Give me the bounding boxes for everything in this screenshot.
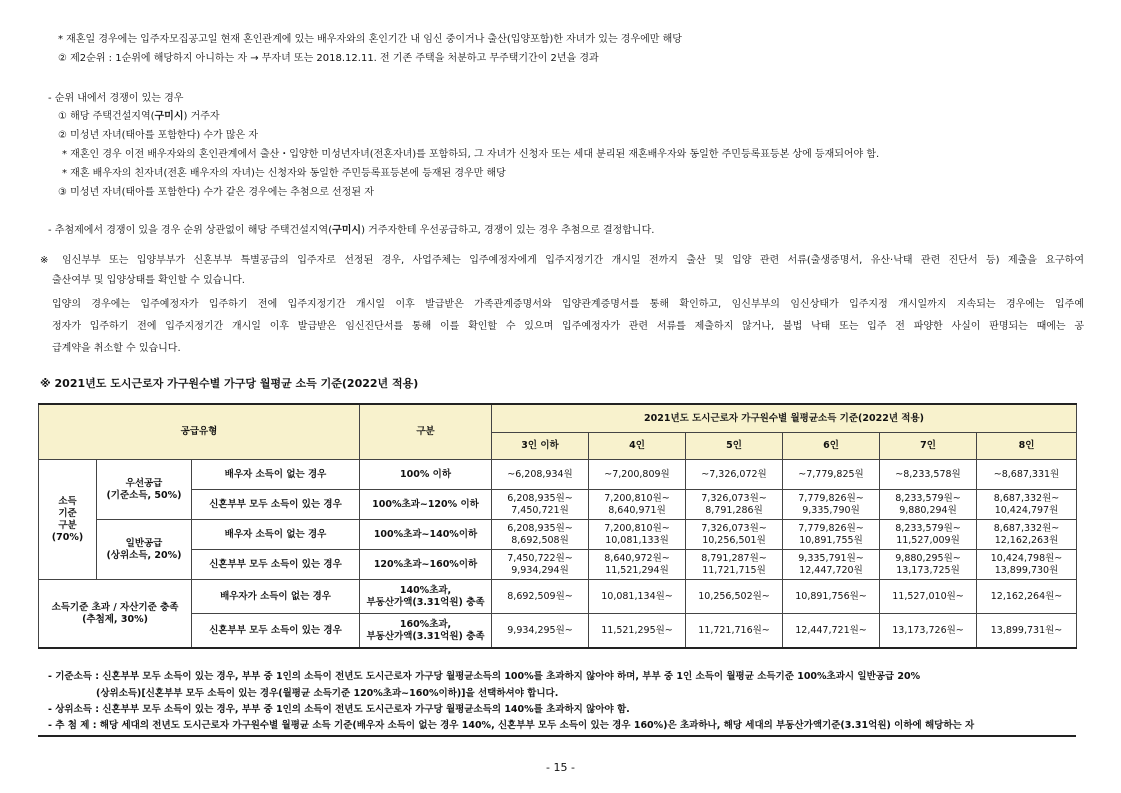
division-cell: 100%초과~120% 이하 [360,490,492,520]
value-cell: ~6,208,934원 [492,460,589,490]
value-cell: 7,779,826원~ 9,335,790원 [783,490,880,520]
page-number: - 15 - [546,761,575,774]
priority-item-3: ③ 미성년 자녀(태아를 포함한다) 수가 같은 경우에는 추첨으로 선정된 자 [58,187,374,198]
table-row [39,520,1077,550]
header-col-3: 3인 이하 [492,433,589,460]
division-cell: 140%초과, 부동산가액(3.31억원) 충족 [360,580,492,614]
footnote-lottery: - 추 첨 제 : 해당 세대의 전년도 도시근로자 가구원수별 월평균 소득 기준(배우자 소득이 없는 경우 140%, 신혼부부 모두 소득이 있는 경우 160%)은 초과하나, 해당 세대의 부동산가액기준(3.31억원) 이하에 해당하는 자 [48,720,975,731]
value-cell: 11,521,295원~ [589,614,686,649]
value-cell: 12,447,721원~ [783,614,880,649]
value-cell: 8,640,972원~ 11,521,294원 [589,550,686,580]
value-cell: 7,200,810원~ 8,640,971원 [589,490,686,520]
value-cell: 7,200,810원~ 10,081,133원 [589,520,686,550]
division-cell: 100% 이하 [360,460,492,490]
division-cell: 120%초과~160%이하 [360,550,492,580]
section-title: ※ 2021년도 도시근로자 가구원수별 가구당 월평균 소득 기준(2022년 적용) [40,377,419,390]
value-cell: 12,162,264원~ [977,580,1077,614]
value-cell: ~8,233,578원 [880,460,977,490]
case-label: 신혼부부 모두 소득이 있는 경우 [192,550,360,580]
general-supply-label: 일반공급 (상위소득, 20%) [97,520,192,580]
footnote-upper-income: - 상위소득 : 신혼부부 모두 소득이 있는 경우, 부부 중 1인의 소득이 전년도 도시근로자 가구당 월평균소득의 140%를 초과하지 않아야 함. [48,704,630,715]
value-cell: 7,326,073원~ 10,256,501원 [686,520,783,550]
value-cell: 11,721,716원~ [686,614,783,649]
value-cell: 8,692,509원~ [492,580,589,614]
header-supply-type: 공급유형 [39,404,360,460]
pregnancy-note-line-4: 정자가 입주하기 전에 입주지정기간 개시일 이후 발급받은 임신진단서를 통해 이를 확인할 수 있으며 입주예정자가 관련 서류를 제출하지 않거나, 불법 낙태 또는 입주 전 파양한 사실이 판명되는 때에는 공 [52,321,1084,332]
header-income-standard: 2021년도 도시근로자 가구원수별 월평균소득 기준(2022년 적용) [492,404,1077,433]
footnote-base-income-cont: (상위소득)[신혼부부 모두 소득이 있는 경우(월평균 소득기준 120%초과~160%이하)]을 선택하셔야 합니다. [96,688,559,699]
pregnancy-note-line-1: ※ 임신부부 또는 입양부부가 신혼부부 특별공급의 입주자로 선정된 경우, 사업주체는 입주예정자에게 입주지정기간 개시일 전까지 출산 및 입양 관련 서류(출생증명서, 유산·낙태 관련 진단서 등) 제출을 요구하여 [40,255,1084,266]
table-row [39,614,1077,649]
priority-note-1: * 재혼인 경우 이전 배우자와의 혼인관계에서 출산・입양한 미성년자녀(전혼자녀)를 포함하되, 그 자녀가 신청자 또는 세대 분리된 재혼배우자와 동일한 주민등록표등본 상에 등재되어야 함. [62,149,880,160]
value-cell: ~7,200,809원 [589,460,686,490]
value-cell: ~7,779,825원 [783,460,880,490]
case-label: 배우자 소득이 없는 경우 [192,460,360,490]
value-cell: 8,687,332원~ 10,424,797원 [977,490,1077,520]
value-cell: 13,173,726원~ [880,614,977,649]
case-label: 신혼부부 모두 소득이 있는 경우 [192,614,360,649]
value-cell: 8,687,332원~ 12,162,263원 [977,520,1077,550]
value-cell: 10,891,756원~ [783,580,880,614]
value-cell: 7,450,722원~ 9,934,294원 [492,550,589,580]
pregnancy-note-line-3: 입양의 경우에는 입주예정자가 입주하기 전에 입주지정기간 개시일 이후 발급받은 가족관계증명서와 입양관계증명서를 통해 확인하고, 임신부부의 임신상태가 입주지정 개시일까지 지속되는 경우에는 입주예 [52,299,1084,310]
division-cell: 100%초과~140%이하 [360,520,492,550]
priority-item-2: ② 미성년 자녀(태아를 포함한다) 수가 많은 자 [58,130,259,141]
header-col-7: 7인 [880,433,977,460]
second-rank-note: ② 제2순위 : 1순위에 해당하지 아니하는 자 → 무자녀 또는 2018.12.11. 전 기존 주택을 처분하고 무주택기간이 2년을 경과 [58,53,599,64]
pregnancy-note-line-5: 급계약을 취소할 수 있습니다. [52,343,181,354]
division-cell: 160%초과, 부동산가액(3.31억원) 충족 [360,614,492,649]
remarriage-note: * 재혼일 경우에는 입주자모집공고일 현재 혼인관계에 있는 배우자와의 혼인기간 내 임신 중이거나 출산(입양포함)한 자녀가 있는 경우에만 해당 [58,34,682,45]
value-cell: 8,233,579원~ 11,527,009원 [880,520,977,550]
lottery-competition-line: - 추첨제에서 경쟁이 있을 경우 순위 상관없이 해당 주택건설지역(구미시) 거주자한테 우선공급하고, 경쟁이 있는 경우 추첨으로 결정합니다. [48,225,655,236]
header-col-5: 5인 [686,433,783,460]
header-col-4: 4인 [589,433,686,460]
value-cell: 8,791,287원~ 11,721,715원 [686,550,783,580]
table-row [39,460,1077,490]
value-cell: 9,880,295원~ 13,173,725원 [880,550,977,580]
value-cell: 7,326,073원~ 8,791,286원 [686,490,783,520]
income-standard-table [38,403,1077,649]
value-cell: 6,208,935원~ 7,450,721원 [492,490,589,520]
table-row [39,550,1077,580]
value-cell: 10,424,798원~ 13,899,730원 [977,550,1077,580]
header-division: 구분 [360,404,492,460]
value-cell: 9,934,295원~ [492,614,589,649]
header-col-6: 6인 [783,433,880,460]
table-row [39,580,1077,614]
value-cell: ~8,687,331원 [977,460,1077,490]
income-group-label: 소득 기준 구분 (70%) [39,460,97,580]
footnote-bottom-rule [38,735,1076,737]
value-cell: 10,256,502원~ [686,580,783,614]
pregnancy-note-line-2: 출산여부 및 입양상태를 확인할 수 있습니다. [52,275,245,286]
value-cell: 10,081,134원~ [589,580,686,614]
priority-supply-label: 우선공급 (기준소득, 50%) [97,460,192,520]
priority-header: - 순위 내에서 경쟁이 있는 경우 [48,93,184,104]
header-col-8: 8인 [977,433,1077,460]
case-label: 배우자 소득이 없는 경우 [192,520,360,550]
footnote-base-income: - 기준소득 : 신혼부부 모두 소득이 있는 경우, 부부 중 1인의 소득이 전년도 도시근로자 가구당 월평균소득의 100%를 초과하지 않아야 하며, 부부 중 1인 소득이 월평균 소득기준 100%초과시 일반공급 20% [48,671,921,682]
priority-note-2: * 재혼 배우자의 친자녀(전혼 배우자의 자녀)는 신청자와 동일한 주민등록표등본에 등재된 경우만 해당 [62,168,506,179]
value-cell: 11,527,010원~ [880,580,977,614]
value-cell: 9,335,791원~ 12,447,720원 [783,550,880,580]
value-cell: ~7,326,072원 [686,460,783,490]
value-cell: 6,208,935원~ 8,692,508원 [492,520,589,550]
priority-item-1: ① 해당 주택건설지역(구미시) 거주자 [58,111,220,122]
value-cell: 8,233,579원~ 9,880,294원 [880,490,977,520]
excess-lottery-label: 소득기준 초과 / 자산기준 충족 (추첨제, 30%) [39,580,192,649]
table-row [39,490,1077,520]
case-label: 배우자가 소득이 없는 경우 [192,580,360,614]
case-label: 신혼부부 모두 소득이 있는 경우 [192,490,360,520]
value-cell: 7,779,826원~ 10,891,755원 [783,520,880,550]
value-cell: 13,899,731원~ [977,614,1077,649]
